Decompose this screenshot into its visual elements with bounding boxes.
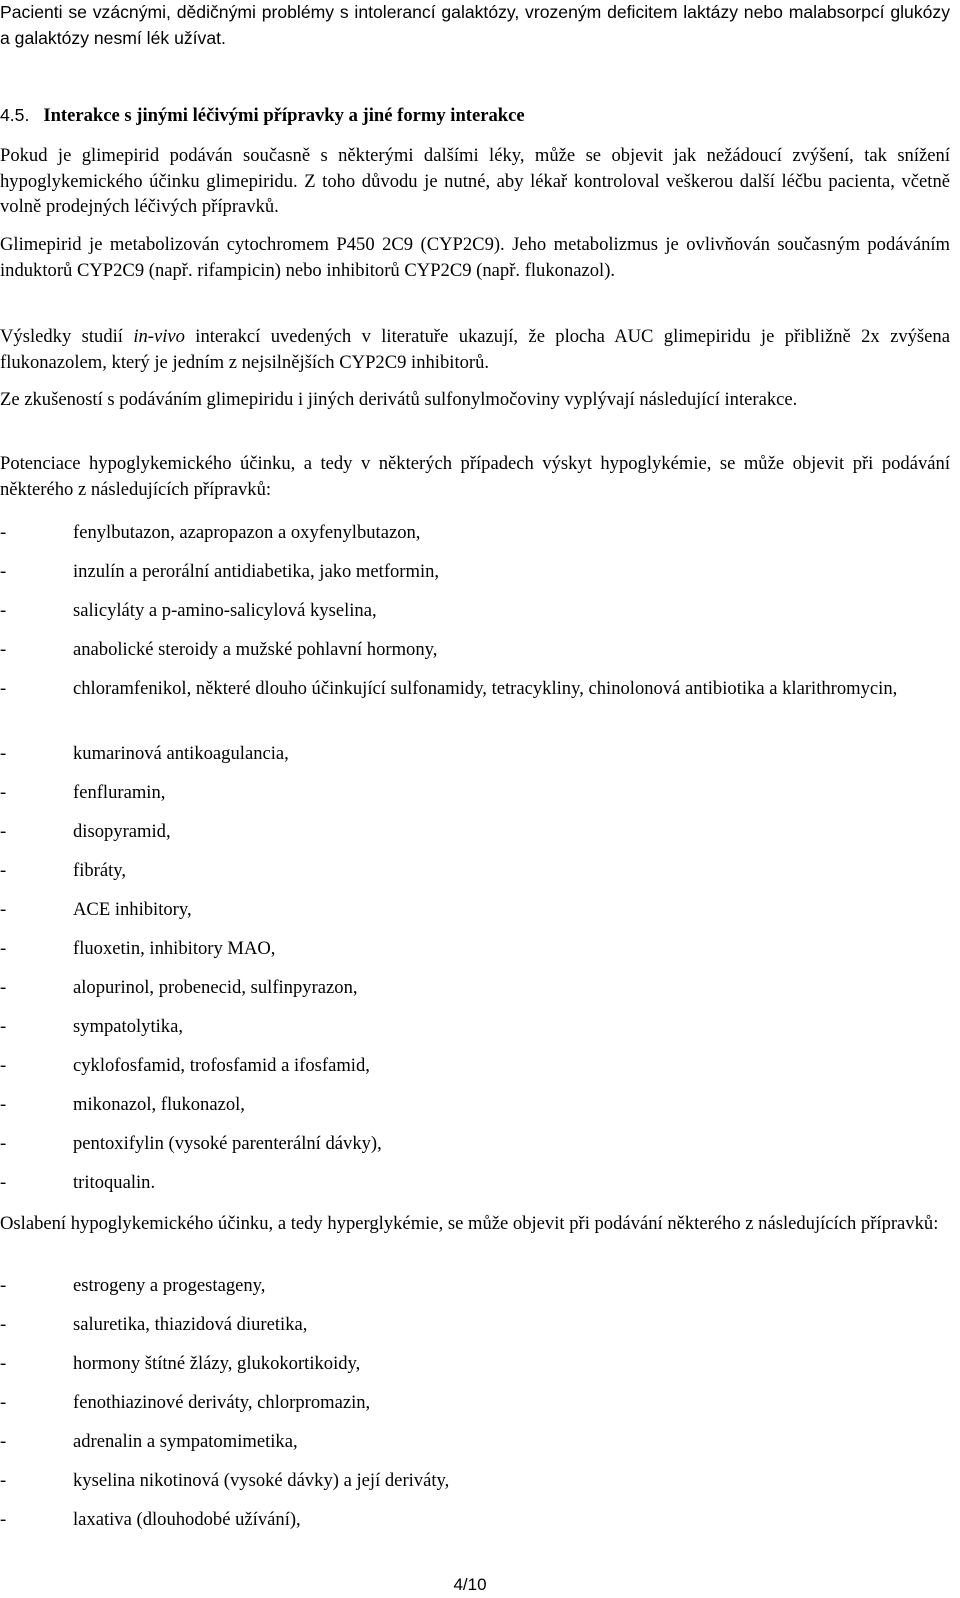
list-dash: -: [0, 821, 7, 842]
list-item-text: cyklofosfamid, trofosfamid a ifosfamid,: [73, 1055, 370, 1076]
section-number: 4.5.: [0, 105, 30, 125]
list-item-text: ACE inhibitory,: [73, 899, 192, 920]
list-dash: -: [0, 1094, 7, 1115]
list-dash: -: [0, 1509, 7, 1530]
paragraph-studies: [0, 324, 950, 375]
list-dash: -: [0, 782, 7, 803]
list-dash: -: [0, 561, 7, 582]
list-dash: -: [0, 860, 7, 881]
list-item-text: chloramfenikol, některé dlouho účinkující sulfonamidy, tetracykliny, chinolonová antibiotika a klarithromycin,: [73, 678, 898, 699]
list-dash: -: [0, 600, 7, 621]
list-item-text: fenothiazinové deriváty, chlorpromazin,: [73, 1392, 371, 1413]
list-dash: -: [0, 639, 7, 660]
list-item-text: fluoxetin, inhibitory MAO,: [73, 938, 276, 959]
list-item-text: anabolické steroidy a mužské pohlavní hormony,: [73, 639, 438, 660]
list-dash: -: [0, 1353, 7, 1374]
list-item-text: kumarinová antikoagulancia,: [73, 743, 289, 764]
list-item-text: disopyramid,: [73, 821, 171, 842]
list-item-text: inzulín a perorální antidiabetika, jako metformin,: [73, 561, 440, 582]
list-dash: -: [0, 678, 7, 699]
list-item-text: kyselina nikotinová (vysoké dávky) a její deriváty,: [73, 1470, 450, 1491]
list-dash: -: [0, 1470, 7, 1491]
paragraph-weakening: Oslabení hypoglykemického účinku, a tedy hyperglykémie, se může objevit při podávání některého z následujících přípravků:: [0, 1213, 939, 1234]
list-item-text: adrenalin a sympatomimetika,: [73, 1431, 298, 1452]
list-dash: -: [0, 1314, 7, 1335]
list-item-text: mikonazol, flukonazol,: [73, 1094, 245, 1115]
list-item-text: hormony štítné žlázy, glukokortikoidy,: [73, 1353, 361, 1374]
section-title: Interakce s jinými léčivými přípravky a jiné formy interakce: [43, 105, 525, 126]
list-item-text: estrogeny a progestageny,: [73, 1275, 266, 1296]
list-item-text: fenfluramin,: [73, 782, 166, 803]
list-item-text: tritoqualin.: [73, 1172, 156, 1193]
list-dash: -: [0, 743, 7, 764]
list-item-text: fibráty,: [73, 860, 127, 881]
paragraph-studies-start: Výsledky studií: [0, 326, 134, 347]
list-item-text: fenylbutazon, azapropazon a oxyfenylbutazon,: [73, 522, 421, 543]
intro-paragraph: Pacienti se vzácnými, dědičnými problémy s intolerancí galaktózy, vrozeným deficitem laktázy nebo malabsorpcí glukózy a galaktózy nesmí lék užívat.: [0, 2, 950, 48]
list-item-text: pentoxifylin (vysoké parenterální dávky),: [73, 1133, 382, 1154]
paragraph-studies-italic: in-vivo: [133, 326, 185, 347]
list-item-text: alopurinol, probenecid, sulfinpyrazon,: [73, 977, 358, 998]
list-dash: -: [0, 899, 7, 920]
list-dash: -: [0, 522, 7, 543]
list-dash: -: [0, 938, 7, 959]
paragraph-potentiation: Potenciace hypoglykemického účinku, a tedy v některých případech výskyt hypoglykémie, se může objevit při podávání některého z následujících přípravků:: [0, 453, 950, 500]
list-dash: -: [0, 977, 7, 998]
list-dash: -: [0, 1275, 7, 1296]
list-item-text: laxativa (dlouhodobé užívání),: [73, 1509, 301, 1530]
list-item-text: saluretika, thiazidová diuretika,: [73, 1314, 308, 1335]
page-number: 4/10: [453, 1575, 487, 1594]
paragraph-interactions-intro: Pokud je glimepirid podáván současně s některými dalšími léky, může se objevit jak nežádoucí zvýšení, tak snížení hypoglykemického účinku glimepiridu. Z toho důvodu je nutné, aby lékař kontroloval veškerou další léčbu pacienta, včetně volně prodejných léčivých přípravků.: [0, 145, 950, 217]
list-dash: -: [0, 1133, 7, 1154]
list-item-text: salicyláty a p-amino-salicylová kyselina,: [73, 600, 377, 621]
list-dash: -: [0, 1431, 7, 1452]
paragraph-studies-end: interakcí uvedených v literatuře ukazují, že plocha AUC glimepiridu je přibližně 2x zvýšena flukonazolem, který je jedním z nejsilnějších CYP2C9 inhibitorů.: [0, 326, 950, 373]
list-dash: -: [0, 1172, 7, 1193]
paragraph-experience: Ze zkušeností s podáváním glimepiridu i jiných derivátů sulfonylmočoviny vyplývají následující interakce.: [0, 389, 798, 410]
list-item-text: sympatolytika,: [73, 1016, 184, 1037]
list-dash: -: [0, 1016, 7, 1037]
list-dash: -: [0, 1055, 7, 1076]
list-dash: -: [0, 1392, 7, 1413]
paragraph-cyp2c9: Glimepirid je metabolizován cytochromem P450 2C9 (CYP2C9). Jeho metabolizmus je ovlivňován současným podáváním induktorů CYP2C9 (např. rifampicin) nebo inhibitorů CYP2C9 (např. flukonazol).: [0, 234, 950, 281]
section-heading: [0, 103, 950, 129]
